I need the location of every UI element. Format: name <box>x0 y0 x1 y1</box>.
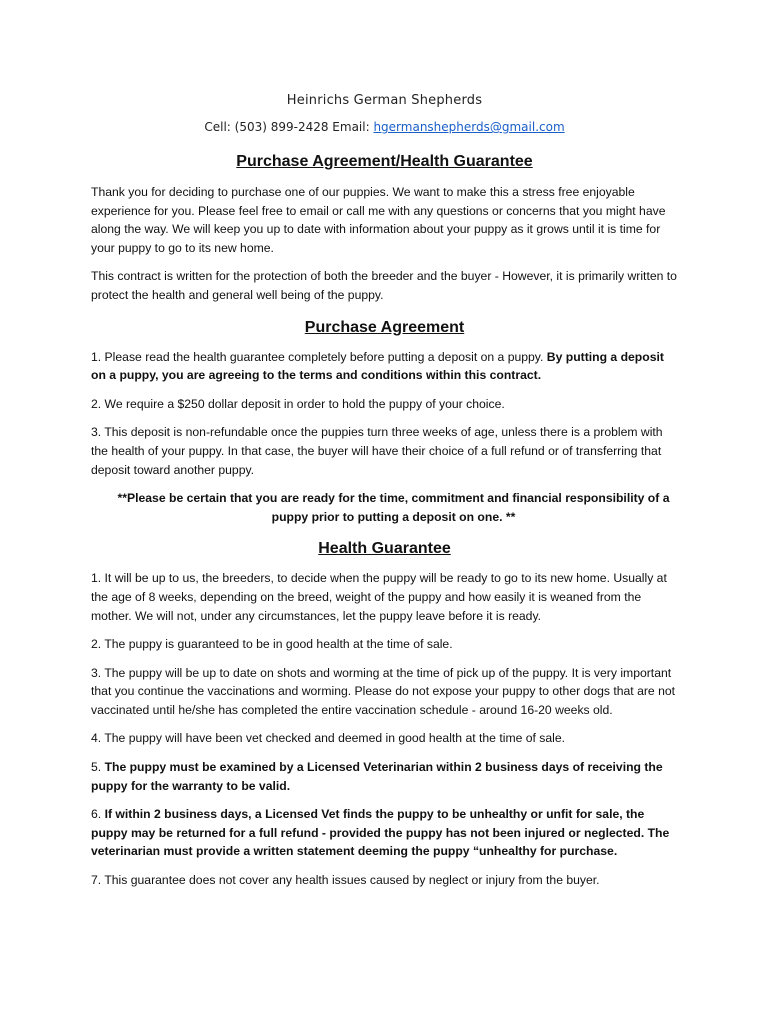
health-item-5-number: 5. <box>91 760 105 775</box>
purchase-item-3: 3. This deposit is non-refundable once the puppies turn three weeks of age, unless there is a problem with the health of your puppy. In that case, the buyer will have their choice of a full refund or of transferring that deposit toward another puppy. <box>91 425 663 477</box>
health-item-5 <box>91 758 678 795</box>
company-name: Heinrichs German Shepherds <box>286 93 483 108</box>
contact-phone: Cell: (503) 899-2428 Email: <box>204 120 374 134</box>
document-title: Purchase Agreement/Health Guarantee <box>236 153 533 170</box>
purchase-item-1-text: 1. Please read the health guarantee completely before putting a deposit on a puppy. <box>91 349 547 364</box>
responsibility-note: **Please be certain that you are ready for the time, commitment and financial responsibility of a puppy prior to putting a deposit on one. ** <box>117 491 670 524</box>
intro-paragraph-1: Thank you for deciding to purchase one of our puppies. We want to make this a stress free enjoyable experience for you. Please feel free to email or call me with any questions or concerns that you might have along the way. We will keep you up to date with information about your puppy as it grows until it is time for your puppy to go to its new home. <box>91 185 666 255</box>
intro-paragraph-2: This contract is written for the protection of both the breeder and the buyer - However, it is primarily written to protect the health and general well being of the puppy. <box>91 269 677 302</box>
health-item-1: 1. It will be up to us, the breeders, to decide when the puppy will be ready to go to its new home. Usually at the age of 8 weeks, depending on the breed, weight of the puppy and how easily it is weaned from the mother. We will not, under any circumstances, let the puppy leave before it is ready. <box>91 571 667 623</box>
letterhead <box>91 91 678 136</box>
purchase-item-2: 2. We require a $250 dollar deposit in order to hold the puppy of your choice. <box>91 396 505 411</box>
health-item-6 <box>91 805 678 861</box>
health-item-2: 2. The puppy is guaranteed to be in good health at the time of sale. <box>91 637 453 652</box>
health-item-6-bold: If within 2 business days, a Licensed Vet finds the puppy to be unhealthy or unfit for sale, the puppy may be returned for a full refund - provided the puppy has not been injured or neglected. The veterinarian must provide a written statement deeming the puppy “unhealthy for purchase. <box>91 807 670 859</box>
health-guarantee-heading: Health Guarantee <box>318 540 451 558</box>
purchase-agreement-heading: Purchase Agreement <box>304 318 465 336</box>
health-item-4: 4. The puppy will have been vet checked and deemed in good health at the time of sale. <box>91 731 566 746</box>
health-item-7: 7. This guarantee does not cover any health issues caused by neglect or injury from the buyer. <box>91 873 600 888</box>
health-item-3: 3. The puppy will be up to date on shots and worming at the time of pick up of the puppy. It is very important that you continue the vaccinations and worming. Please do not expose your puppy to other dogs that are not vaccinated until he/she has completed the entire vaccination schedule - around 16-20 weeks old. <box>91 665 676 717</box>
contact-line <box>91 118 678 136</box>
health-item-5-bold: The puppy must be examined by a Licensed Veterinarian within 2 business days of receiving the puppy for the warranty to be valid. <box>91 760 663 793</box>
purchase-item-1-bold: By putting a deposit on a puppy, you are agreeing to the terms and conditions within this contract. <box>91 349 664 383</box>
email-link[interactable]: hgermanshepherds@gmail.com <box>373 120 565 134</box>
purchase-item-1 <box>91 348 678 385</box>
health-item-6-number: 6. <box>91 807 105 822</box>
